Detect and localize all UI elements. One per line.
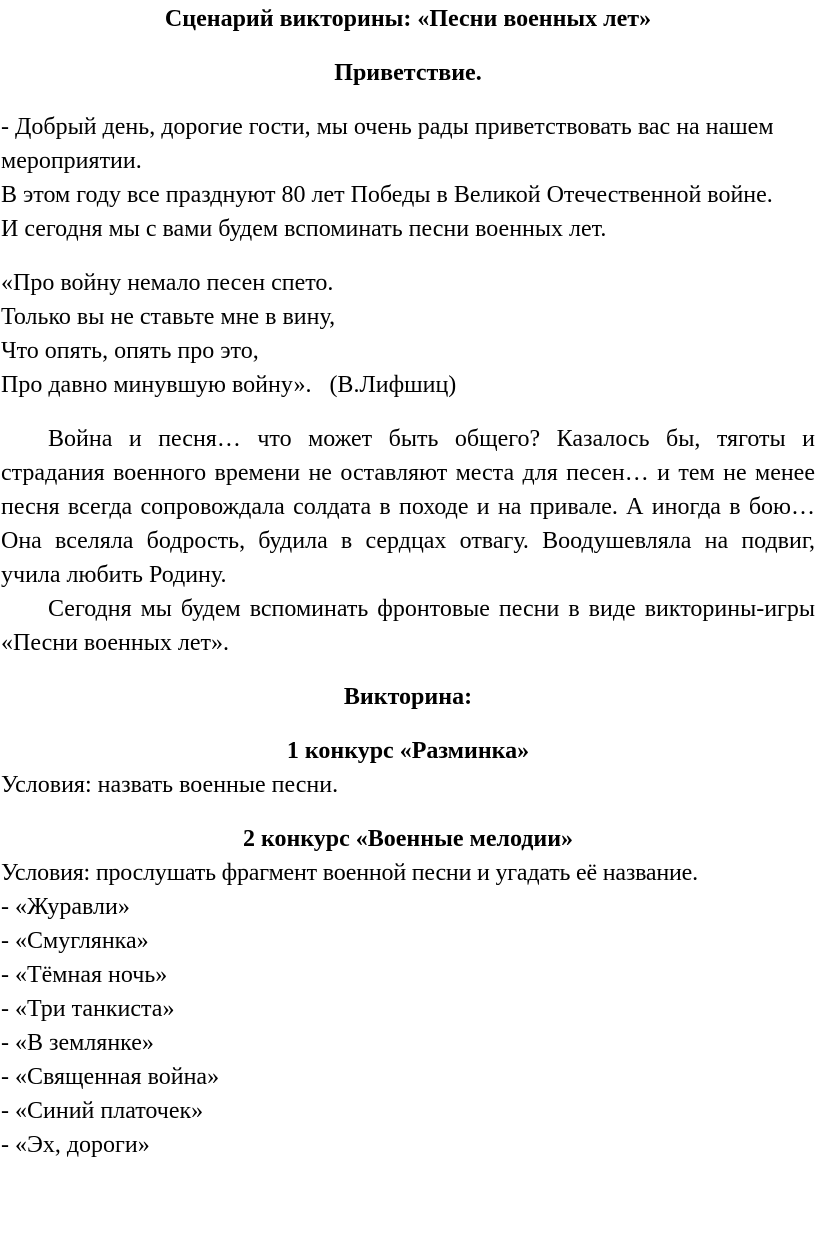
document-title: Сценарий викторины: «Песни военных лет» [164,6,652,32]
song-item: - «Священная война» [1,1064,220,1090]
greeting-line: И сегодня мы с вами будем вспоминать песни военных лет. [1,216,607,242]
contest-heading: 1 конкурс «Разминка» [286,738,530,764]
quiz-heading: Викторина: [343,684,473,710]
contest-conditions: Условия: назвать военные песни. [1,772,339,798]
poem-line: «Про войну немало песен спето. [1,270,334,296]
song-item: - «Синий платочек» [1,1098,204,1124]
song-item: - «В землянке» [1,1030,154,1056]
body-paragraph: Сегодня мы будем вспоминать фронтовые песни в виде викторины-игры «Песни военных лет». [1,596,815,656]
contest-heading: 2 конкурс «Военные мелодии» [242,826,574,852]
song-item: - «Эх, дороги» [1,1132,150,1158]
poem-line: Про давно минувшую войну». (В.Лифшиц) [1,372,457,398]
greeting-line: В этом году все празднуют 80 лет Победы в Великой Отечественной войне. [1,182,773,208]
poem-line: Только вы не ставьте мне в вину, [1,304,336,330]
song-item: - «Журавли» [1,894,130,920]
contest-conditions: Условия: прослушать фрагмент военной песни и угадать её название. [1,860,698,886]
song-item: - «Смуглянка» [1,928,149,954]
song-item: - «Тёмная ночь» [1,962,168,988]
poem-line: Что опять, опять про это, [1,338,259,364]
song-item: - «Три танкиста» [1,996,175,1022]
greeting-heading: Приветствие. [334,60,482,86]
body-paragraph: Война и песня… что может быть общего? Казалось бы, тяготы и страдания военного времени не оставляют места для песен… и тем не менее песня всегда сопровождала солдата в походе и на привале. А иногда в бою… Она вселяла бодрость, будила в сердцах отвагу. Воодушевляла на подвиг, учила любить Родину. [1,426,815,588]
greeting-line: - Добрый день, дорогие гости, мы очень рады приветствовать вас на нашем мероприятии. [1,114,774,174]
